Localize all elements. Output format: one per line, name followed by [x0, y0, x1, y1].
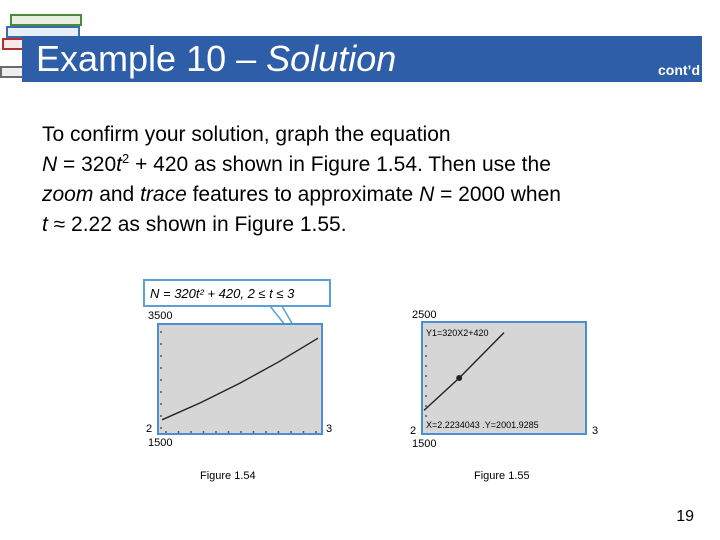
axis-tick-dot [425, 375, 427, 377]
figure-1-54-caption: Figure 1.54 [200, 470, 256, 482]
trace-cursor-point [456, 375, 462, 381]
axis-tick-dot [190, 431, 192, 433]
x-min-label: 2 [410, 425, 417, 437]
calculator-screen [158, 324, 322, 434]
axis-tick-dot [315, 431, 317, 433]
axis-tick-dot [178, 431, 180, 433]
y-max-label: 3500 [148, 310, 173, 322]
axis-tick-dot [278, 431, 280, 433]
axis-tick-dot [160, 367, 162, 369]
axis-tick-dot [303, 431, 305, 433]
axis-tick-dot [290, 431, 292, 433]
axis-tick-dot [425, 405, 427, 407]
axis-tick-dot [425, 385, 427, 387]
axis-tick-dot [228, 431, 230, 433]
axis-tick-dot [160, 331, 162, 333]
equation-callout: N = 320t² + 420, 2 ≤ t ≤ 3 [150, 286, 295, 301]
y-max-label: 2500 [412, 309, 437, 321]
body-paragraph: To confirm your solution, graph the equation $N = 320t^2 + 420$ as shown in Figure 1.54. Then use the zoom and trace features to approximate N = 2000 when t ≈ 2.22 as shown in Figure 1.55. [42, 123, 561, 236]
x-min-label: 2 [146, 423, 153, 435]
figure-1-55 [406, 304, 606, 452]
axis-tick-dot [425, 395, 427, 397]
axis-tick-dot [160, 379, 162, 381]
axis-tick-dot [425, 355, 427, 357]
slide-title: Example 10 – Solution [36, 38, 397, 79]
axis-tick-dot [165, 431, 167, 433]
axis-tick-dot [160, 391, 162, 393]
screen-trace-readout: X=2.2234043 .Y=2001.9285 [426, 420, 539, 430]
y-min-label: 1500 [412, 438, 437, 450]
calculator-screen [422, 322, 586, 434]
screen-equation-text: Y1=320X2+420 [426, 328, 489, 338]
x-max-label: 3 [326, 423, 333, 435]
axis-tick-dot [160, 355, 162, 357]
axis-tick-dot [253, 431, 255, 433]
x-max-label: 3 [592, 425, 599, 437]
axis-tick-dot [425, 365, 427, 367]
axis-tick-dot [425, 345, 427, 347]
axis-tick-dot [265, 431, 267, 433]
continued-label: cont’d [658, 62, 700, 78]
figure-1-55-caption: Figure 1.55 [474, 470, 530, 482]
page-number: 19 [676, 508, 694, 525]
axis-tick-dot [425, 415, 427, 417]
axis-tick-dot [160, 427, 162, 429]
axis-tick-dot [203, 431, 205, 433]
y-min-label: 1500 [148, 437, 173, 449]
axis-tick-dot [215, 431, 217, 433]
figure-1-54 [140, 276, 345, 452]
axis-tick-dot [160, 415, 162, 417]
axis-tick-dot [160, 343, 162, 345]
axis-tick-dot [160, 403, 162, 405]
axis-tick-dot [240, 431, 242, 433]
